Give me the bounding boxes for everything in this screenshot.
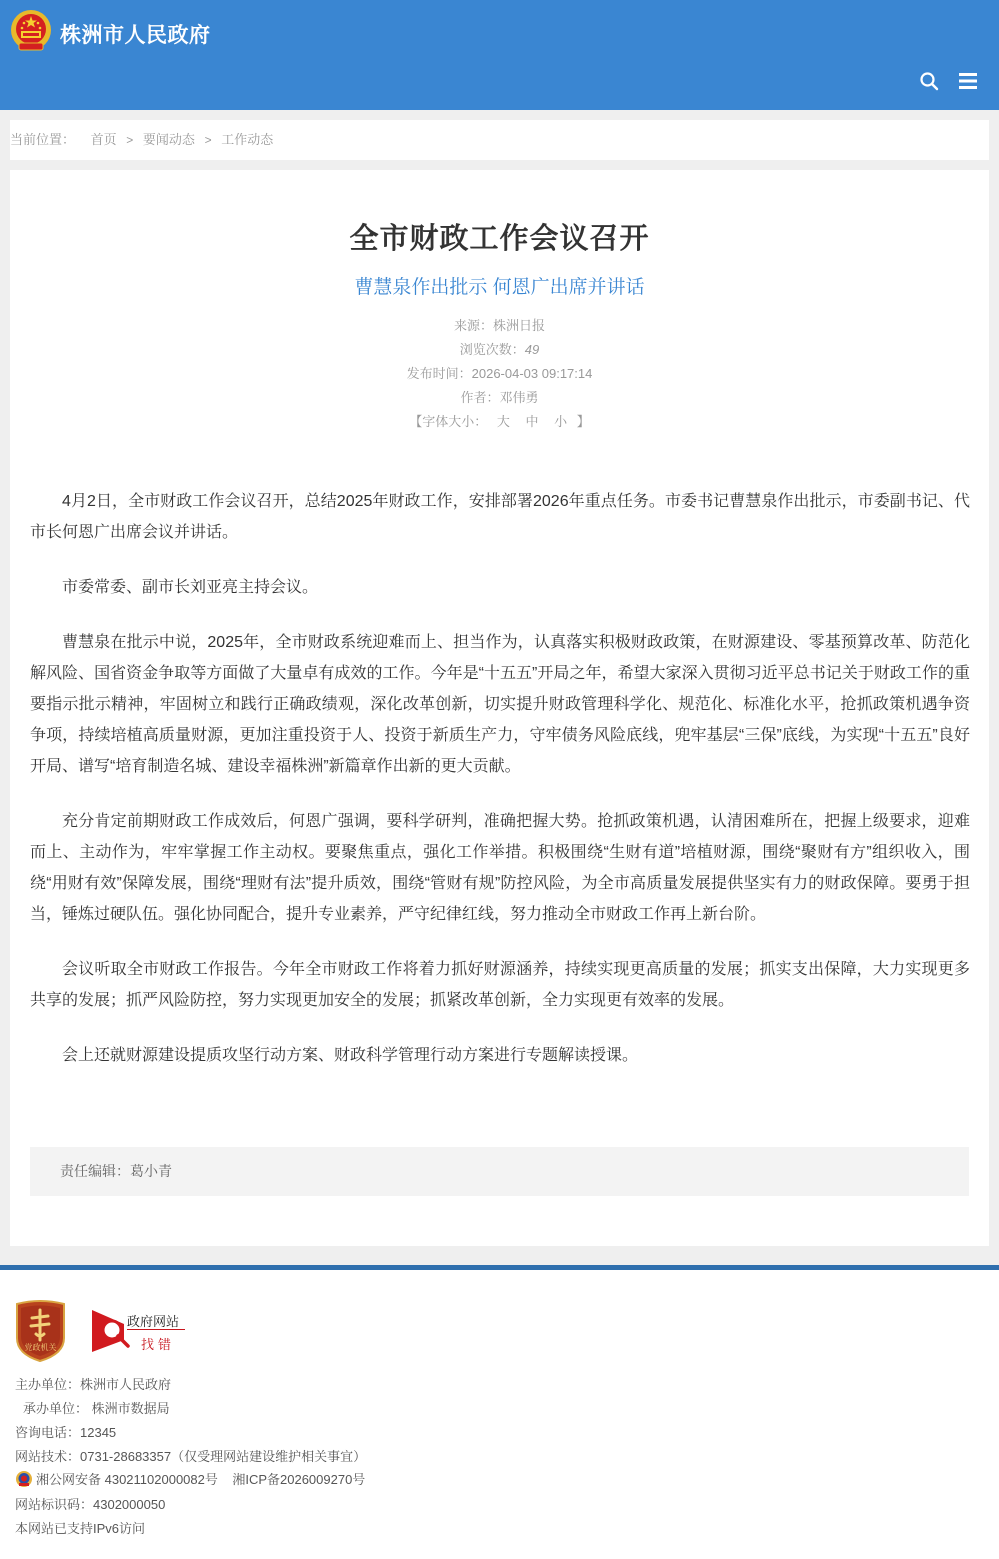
police-badge-icon: [15, 1470, 33, 1488]
site-code-label: 网站标识码：: [15, 1497, 94, 1512]
article-paragraph: 曹慧泉在批示中说，2025年，全市财政系统迎难而上、担当作为，认真落实积极财政政策，在财源建设、零基预算改革、防范化解风险、国省资金争取等方面做了大量卓有成效的工作。今年是“十五五”开局之年，希望大家深入贯彻习近平总书记关于财政工作的重要指示批示精神，牢固树立和践行正确政绩观，深化改革创新，切实提升财政管理科学化、规范化、标准化水平，抢抓政策机遇争资争项，持续培植高质量财源，更加注重投资于人、投资于新质生产力，守牢债务风险底线，兜牢基层“三保”底线，为实现“十五五”良好开局、谱写“培育制造名城、建设幸福株洲”新篇章作出新的更大贡献。: [30, 634, 970, 775]
tech-support-value: 0731-28683357（仅受理网站建设维护相关事宜）: [80, 1449, 367, 1464]
sponsor-line: [15, 1374, 171, 1393]
site-footer: [0, 1270, 999, 1559]
views-label: 浏览次数：: [459, 342, 525, 357]
breadcrumb-news[interactable]: 要闻动态: [142, 132, 195, 147]
sponsor-value: 株洲市人民政府: [80, 1377, 172, 1392]
article-container: [10, 170, 989, 1246]
author-label: 作者：: [460, 390, 500, 405]
site-header: [0, 0, 999, 110]
organizer-line: [23, 1398, 170, 1417]
source-line: [10, 314, 989, 338]
author-value: 邓伟勇: [499, 390, 539, 405]
views-line: [10, 338, 989, 362]
ipv6-support-line: 本网站已支持IPv6访问: [15, 1521, 146, 1536]
icp-record-link[interactable]: 湘ICP备2026009270号: [232, 1472, 366, 1487]
font-size-large-button[interactable]: 大: [496, 414, 510, 429]
font-size-label: 【字体大小：: [409, 414, 488, 429]
breadcrumb-separator: >: [126, 133, 134, 147]
site-code-line: [15, 1494, 165, 1513]
phone-value: 12345: [80, 1425, 117, 1440]
national-emblem-icon: [10, 9, 52, 53]
font-size-control: [10, 410, 989, 434]
police-record-link[interactable]: 湘公网安备 43021102000082号: [36, 1472, 218, 1487]
article-paragraph: 充分肯定前期财政工作成效后，何恩广强调，要科学研判，准确把握大势。抢抓政策机遇，认清困难所在，把握上级要求，迎难而上、主动作为，牢牢掌握工作主动权。要聚焦重点，强化工作举措。积极围绕“生财有道”培植财源，围绕“聚财有方”组织收入，围绕“用财有效”保障发展，围绕“理财有法”提升质效，围绕“管财有规”防控风险，为全市高质量发展提供坚实有力的财政保障。要勇于担当，锤炼过硬队伍。强化协同配合，提升专业素养，严守纪律红线，努力推动全市财政工作再上新台阶。: [30, 813, 970, 923]
article-body: [30, 486, 970, 1095]
breadcrumb-separator: >: [204, 133, 212, 147]
error-report-title: 政府网站: [127, 1314, 180, 1329]
gov-website-error-report[interactable]: [90, 1306, 190, 1356]
badge-label: 党政机关: [24, 1343, 57, 1352]
editor-name: 葛小青: [130, 1163, 172, 1179]
party-government-badge-icon[interactable]: [14, 1300, 67, 1362]
article-paragraph: 市委常委、副市长刘亚亮主持会议。: [62, 579, 319, 596]
source-label: 来源：: [453, 318, 493, 333]
article-meta: [10, 314, 989, 434]
article-subtitle: 曹慧泉作出批示 何恩广出席并讲话: [354, 277, 645, 298]
views-count: 49: [524, 342, 540, 357]
organizer-label: 承办单位：: [23, 1401, 89, 1416]
article-paragraph: 会议听取全市财政工作报告。今年全市财政工作将着力抓好财源涵养，持续实现更高质量的发展；抓实支出保障，大力实现更多共享的发展；抓严风险防控，努力实现更加安全的发展；抓紧改革创新，全力实现更有效率的发展。: [30, 961, 970, 1009]
publish-time-line: [10, 362, 989, 386]
publish-time-label: 发布时间：: [406, 366, 472, 381]
font-size-medium-button[interactable]: 中: [525, 414, 539, 429]
record-line: [15, 1469, 365, 1488]
tech-support-line: [15, 1446, 366, 1465]
breadcrumb: [10, 120, 989, 160]
tech-support-label: 网站技术：: [15, 1449, 81, 1464]
phone-label: 咨询电话：: [15, 1425, 81, 1440]
organizer-value: 株洲市数据局: [91, 1401, 170, 1416]
article-paragraph: 4月2日，全市财政工作会议召开，总结2025年财政工作，安排部署2026年重点任务。市委书记曹慧泉作出批示，市委副书记、代市长何恩广出席会议并讲话。: [30, 493, 970, 541]
site-title[interactable]: 株洲市人民政府: [60, 24, 211, 47]
error-report-subtitle: 找错: [141, 1337, 176, 1352]
font-size-small-button[interactable]: 小: [554, 414, 568, 429]
article-paragraph: 会上还就财源建设提质攻坚行动方案、财政科学管理行动方案进行专题解读授课。: [62, 1047, 639, 1064]
publish-time-value: 2026-04-03 09:17:14: [471, 366, 593, 381]
source-value: 株洲日报: [493, 318, 546, 333]
search-icon[interactable]: [919, 71, 939, 91]
hamburger-menu-icon[interactable]: [958, 72, 978, 90]
site-code-value: 4302000050: [93, 1497, 166, 1512]
error-report-underline: [127, 1329, 185, 1330]
phone-line: [15, 1422, 116, 1441]
sponsor-label: 主办单位：: [15, 1377, 81, 1392]
breadcrumb-home[interactable]: 首页: [90, 132, 117, 147]
breadcrumb-work-news[interactable]: 工作动态: [221, 132, 274, 147]
author-line: [10, 386, 989, 410]
breadcrumb-label: 当前位置：: [10, 132, 76, 147]
responsible-editor: [30, 1147, 969, 1196]
font-size-close-bracket: 】: [576, 414, 590, 429]
article-title: 全市财政工作会议召开: [349, 223, 650, 255]
editor-label: 责任编辑：: [60, 1163, 130, 1179]
